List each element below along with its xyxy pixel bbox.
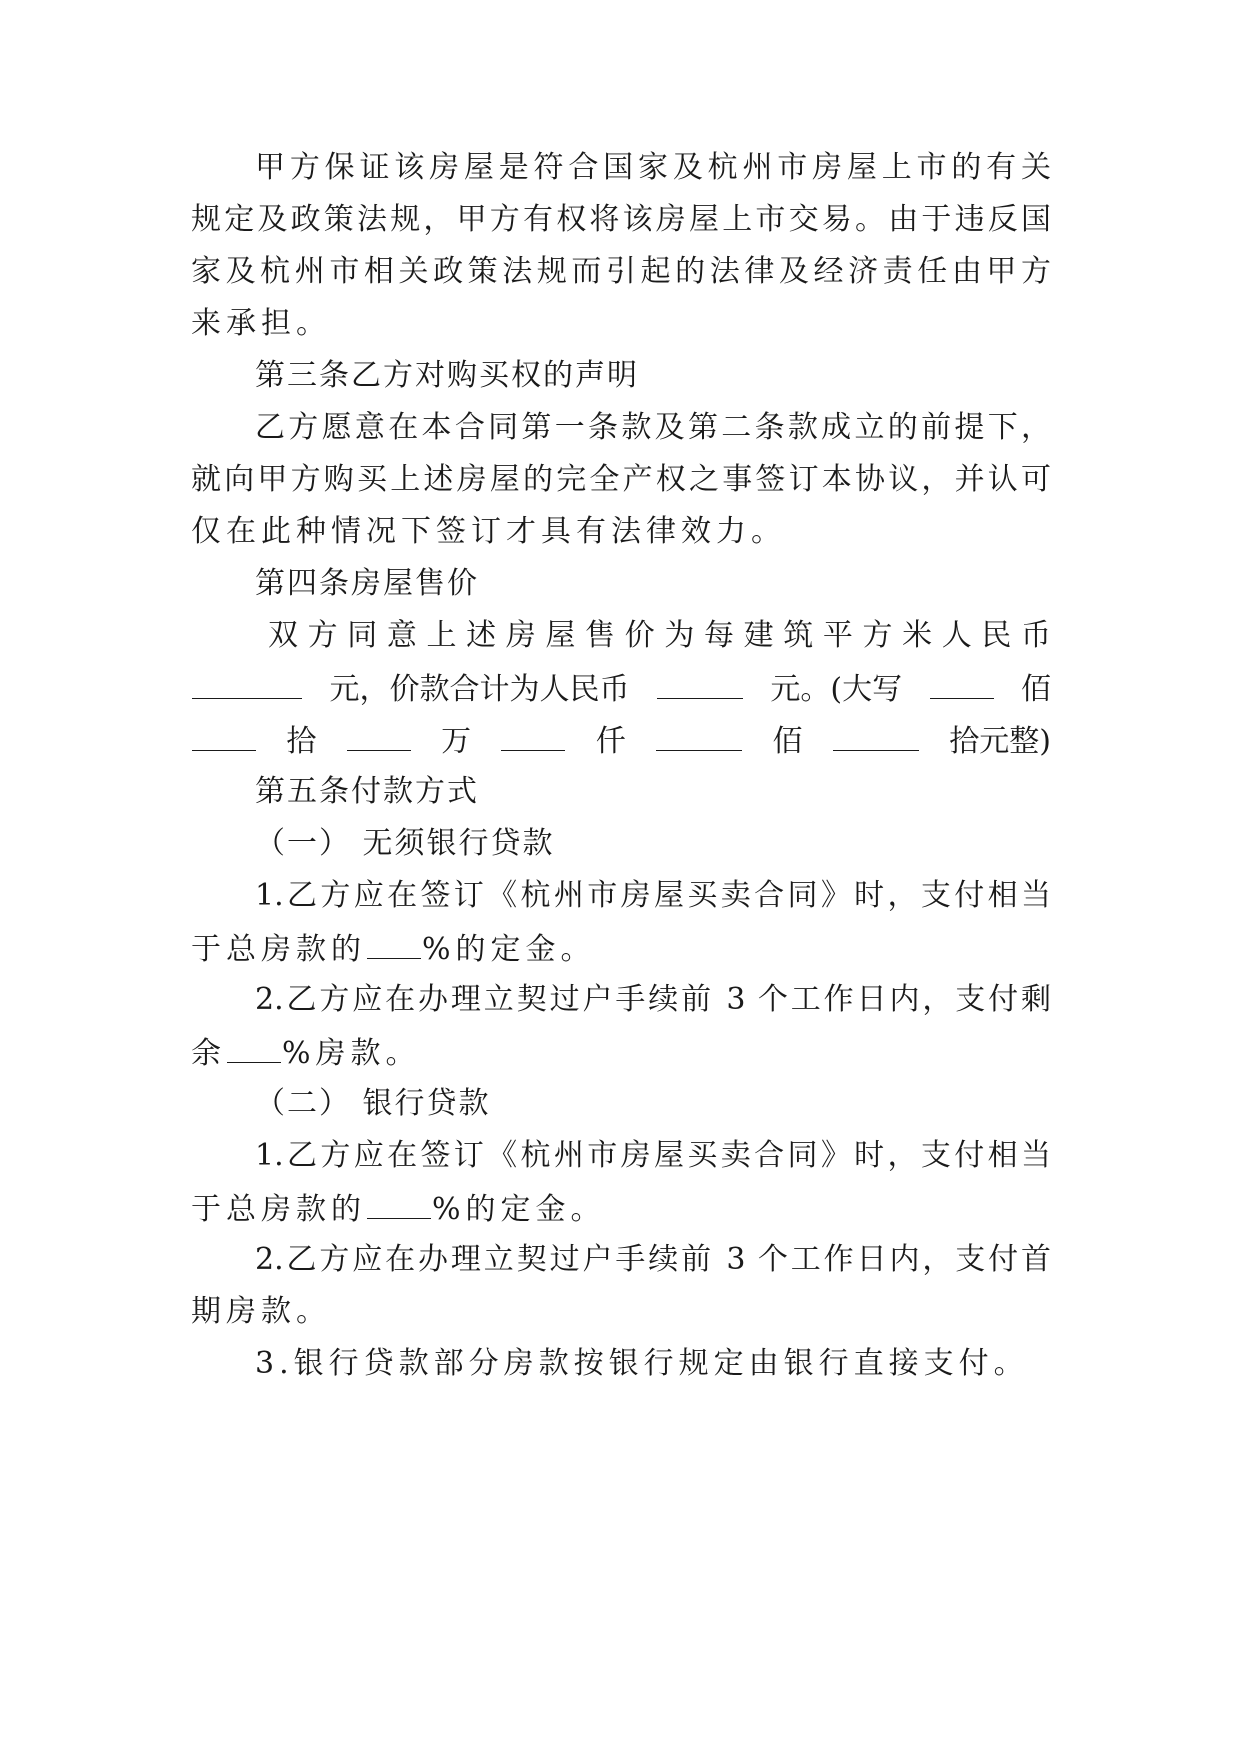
loan-deposit-text-1: 于总房款的 — [191, 1192, 366, 1227]
remainder-line — [191, 1032, 1051, 1072]
unit-price-blank[interactable] — [192, 668, 302, 699]
remainder-percent-blank[interactable] — [227, 1032, 281, 1063]
paragraph-line: 甲方保证该房屋是符合国家及杭州市房屋上市的有关 — [255, 150, 1051, 185]
loan-deposit-text-2: %的定金。 — [432, 1192, 606, 1227]
paragraph-line: 1.乙方应在签订《杭州市房屋买卖合同》时，支付相当 — [255, 878, 1051, 913]
unit-end: 拾元整) — [949, 724, 1051, 759]
article-heading: 第三条乙方对购买权的声明 — [255, 358, 639, 393]
deposit-text-1: 于总房款的 — [191, 932, 366, 967]
paragraph-line: 乙方愿意在本合同第一条款及第二条款成立的前提下， — [255, 410, 1051, 445]
section-heading: （二） 银行贷款 — [255, 1086, 491, 1121]
price-line — [191, 668, 1051, 708]
capital-blank-3[interactable] — [347, 720, 411, 751]
unit-qian: 仟 — [595, 724, 626, 759]
paragraph-line: 来承担。 — [191, 306, 331, 341]
price-text-2: 元。(大写 — [770, 672, 903, 707]
deposit-line — [191, 928, 1051, 968]
total-price-blank[interactable] — [657, 668, 743, 699]
capital-blank-6[interactable] — [833, 720, 919, 751]
paragraph-line: 2.乙方应在办理立契过户手续前 3 个工作日内，支付剩 — [255, 982, 1051, 1017]
price-text-3: 佰 — [1020, 672, 1051, 707]
deposit-text-2: %的定金。 — [422, 932, 596, 967]
paragraph-line: 就向甲方购买上述房屋的完全产权之事签订本协议，并认可 — [191, 462, 1051, 497]
paragraph-line: 仅在此种情况下签订才具有法律效力。 — [191, 514, 786, 549]
remainder-text-2: %房款。 — [282, 1036, 421, 1071]
paragraph-line: 家及杭州市相关政策法规而引起的法律及经济责任由甲方 — [191, 254, 1051, 289]
capital-blank-1[interactable] — [930, 668, 994, 699]
loan-deposit-percent-blank[interactable] — [367, 1188, 431, 1219]
remainder-text-1: 余 — [191, 1036, 226, 1071]
paragraph-line: 双方同意上述房屋售价为每建筑平方米人民币 — [268, 618, 1051, 653]
capital-blank-2[interactable] — [192, 720, 256, 751]
section-heading: （一） 无须银行贷款 — [255, 826, 555, 861]
capital-blank-5[interactable] — [656, 720, 742, 751]
capital-amount-line — [191, 720, 1051, 760]
price-text-1: 元，价款合计为人民币 — [329, 672, 630, 707]
capital-blank-4[interactable] — [501, 720, 565, 751]
unit-wan: 万 — [441, 724, 472, 759]
paragraph-line: 3.银行贷款部分房款按银行规定由银行直接支付。 — [255, 1346, 1029, 1381]
paragraph-line: 2.乙方应在办理立契过户手续前 3 个工作日内，支付首 — [255, 1242, 1051, 1277]
unit-bai: 佰 — [772, 724, 803, 759]
loan-deposit-line — [191, 1188, 1051, 1228]
paragraph-line: 1.乙方应在签订《杭州市房屋买卖合同》时，支付相当 — [255, 1138, 1051, 1173]
unit-shi: 拾 — [286, 724, 317, 759]
deposit-percent-blank[interactable] — [367, 928, 421, 959]
article-heading: 第五条付款方式 — [255, 774, 479, 809]
paragraph-line: 规定及政策法规，甲方有权将该房屋上市交易。由于违反国 — [191, 202, 1051, 237]
paragraph-line: 期房款。 — [191, 1294, 331, 1329]
article-heading: 第四条房屋售价 — [255, 566, 479, 601]
